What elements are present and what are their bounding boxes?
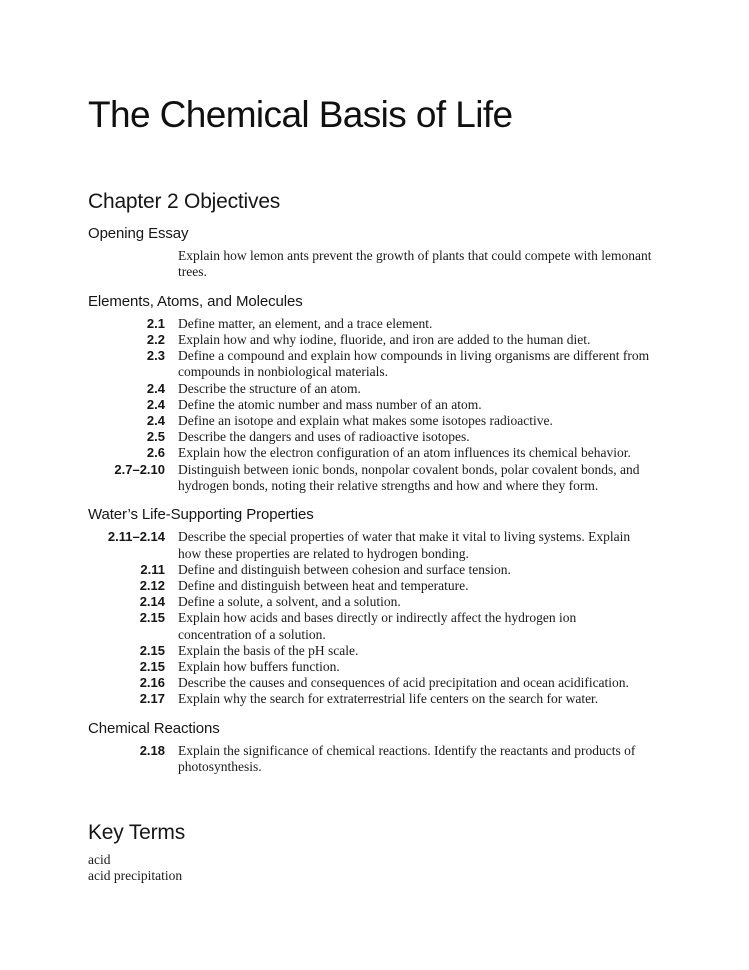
objectives-sections [0,225,749,775]
document-title: The Chemical Basis of Life [88,94,513,135]
objective-item [88,529,749,561]
objective-number: 2.6 [146,445,165,461]
objective-item [88,445,749,461]
objective-item [88,381,749,397]
key-terms-heading: Key Terms [88,821,186,845]
objective-text: Define a compound and explain how compounds in living organisms are different from compounds in nonbiological materials. [178,348,650,380]
objective-text: Explain how the electron configuration of an atom influences its chemical behavior. [178,445,631,461]
objective-text: Define a solute, a solvent, and a solution. [178,594,401,610]
objective-number: 2.16 [139,675,165,691]
objective-number: 2.18 [139,742,165,758]
objective-number: 2.4 [146,413,165,429]
objective-item [88,316,749,332]
section-heading: Elements, Atoms, and Molecules [88,292,303,310]
objective-number: 2.15 [139,658,165,674]
objective-text: Define matter, an element, and a trace element. [178,315,433,331]
objective-item [88,675,749,691]
objective-item [88,462,749,494]
objective-item [88,562,749,578]
section-heading: Water’s Life-Supporting Properties [88,506,314,524]
objective-item [88,248,749,280]
key-terms-list [88,852,749,884]
chapter-objectives-heading: Chapter 2 Objectives [88,189,281,213]
objectives-group [88,316,749,494]
objective-text: Explain the significance of chemical reactions. Identify the reactants and products of photosynthesis. [178,742,636,775]
objective-number: 2.7–2.10 [114,461,165,477]
objective-number: 2.12 [139,577,165,593]
objective-text: Explain how and why iodine, fluoride, and iron are added to the human diet. [178,332,591,348]
section-heading: Chemical Reactions [88,719,220,737]
objective-number: 2.3 [146,348,165,364]
objective-text: Describe the special properties of water that make it vital to living systems. Explain how these properties are related to hydrogen bonding. [178,529,631,561]
objective-item [88,348,749,380]
key-term: acid precipitation [88,868,183,884]
section-heading: Opening Essay [88,224,189,242]
objective-text: Define and distinguish between cohesion and surface tension. [178,561,511,577]
objectives-group [88,743,749,775]
objective-number: 2.5 [146,429,165,445]
objective-text: Explain how lemon ants prevent the growth of plants that could compete with lemonant trees. [178,248,652,280]
objective-text: Define an isotope and explain what makes some isotopes radioactive. [178,413,553,429]
objective-number: 2.1 [146,315,165,331]
objectives-group [88,248,749,280]
objective-number: 2.15 [139,610,165,626]
objective-item [88,691,749,707]
objective-number: 2.2 [146,332,165,348]
objective-item [88,610,749,642]
objective-number: 2.11 [140,561,165,577]
objective-number: 2.4 [146,396,165,412]
objective-text: Describe the dangers and uses of radioactive isotopes. [178,429,470,445]
objective-text: Define and distinguish between heat and temperature. [178,577,469,593]
objective-item [88,594,749,610]
objective-item [88,743,749,775]
objective-number: 2.15 [139,642,165,658]
objective-item [88,397,749,413]
objective-text: Explain the basis of the pH scale. [178,642,359,658]
objective-item [88,578,749,594]
objective-item [88,429,749,445]
objective-item [88,413,749,429]
objective-item [88,332,749,348]
objective-text: Describe the structure of an atom. [178,380,361,396]
objectives-group [88,529,749,707]
objective-number: 2.11–2.14 [107,529,165,545]
objective-text: Describe the causes and consequences of acid precipitation and ocean acidification. [178,675,629,691]
objective-text: Explain how buffers function. [178,658,340,674]
objective-item [88,659,749,675]
objective-number: 2.4 [146,380,165,396]
key-term: acid [88,852,111,868]
objective-text: Explain how acids and bases directly or indirectly affect the hydrogen ion concentration of a solution. [178,610,577,642]
objective-text: Distinguish between ionic bonds, nonpolar covalent bonds, polar covalent bonds, and hydrogen bonds, noting their relative strengths and how and where they form. [178,461,640,493]
objective-item [88,643,749,659]
objective-number: 2.14 [139,594,165,610]
objective-number: 2.17 [139,691,165,707]
objective-text: Define the atomic number and mass number of an atom. [178,396,482,412]
objective-text: Explain why the search for extraterrestrial life centers on the search for water. [178,691,599,707]
